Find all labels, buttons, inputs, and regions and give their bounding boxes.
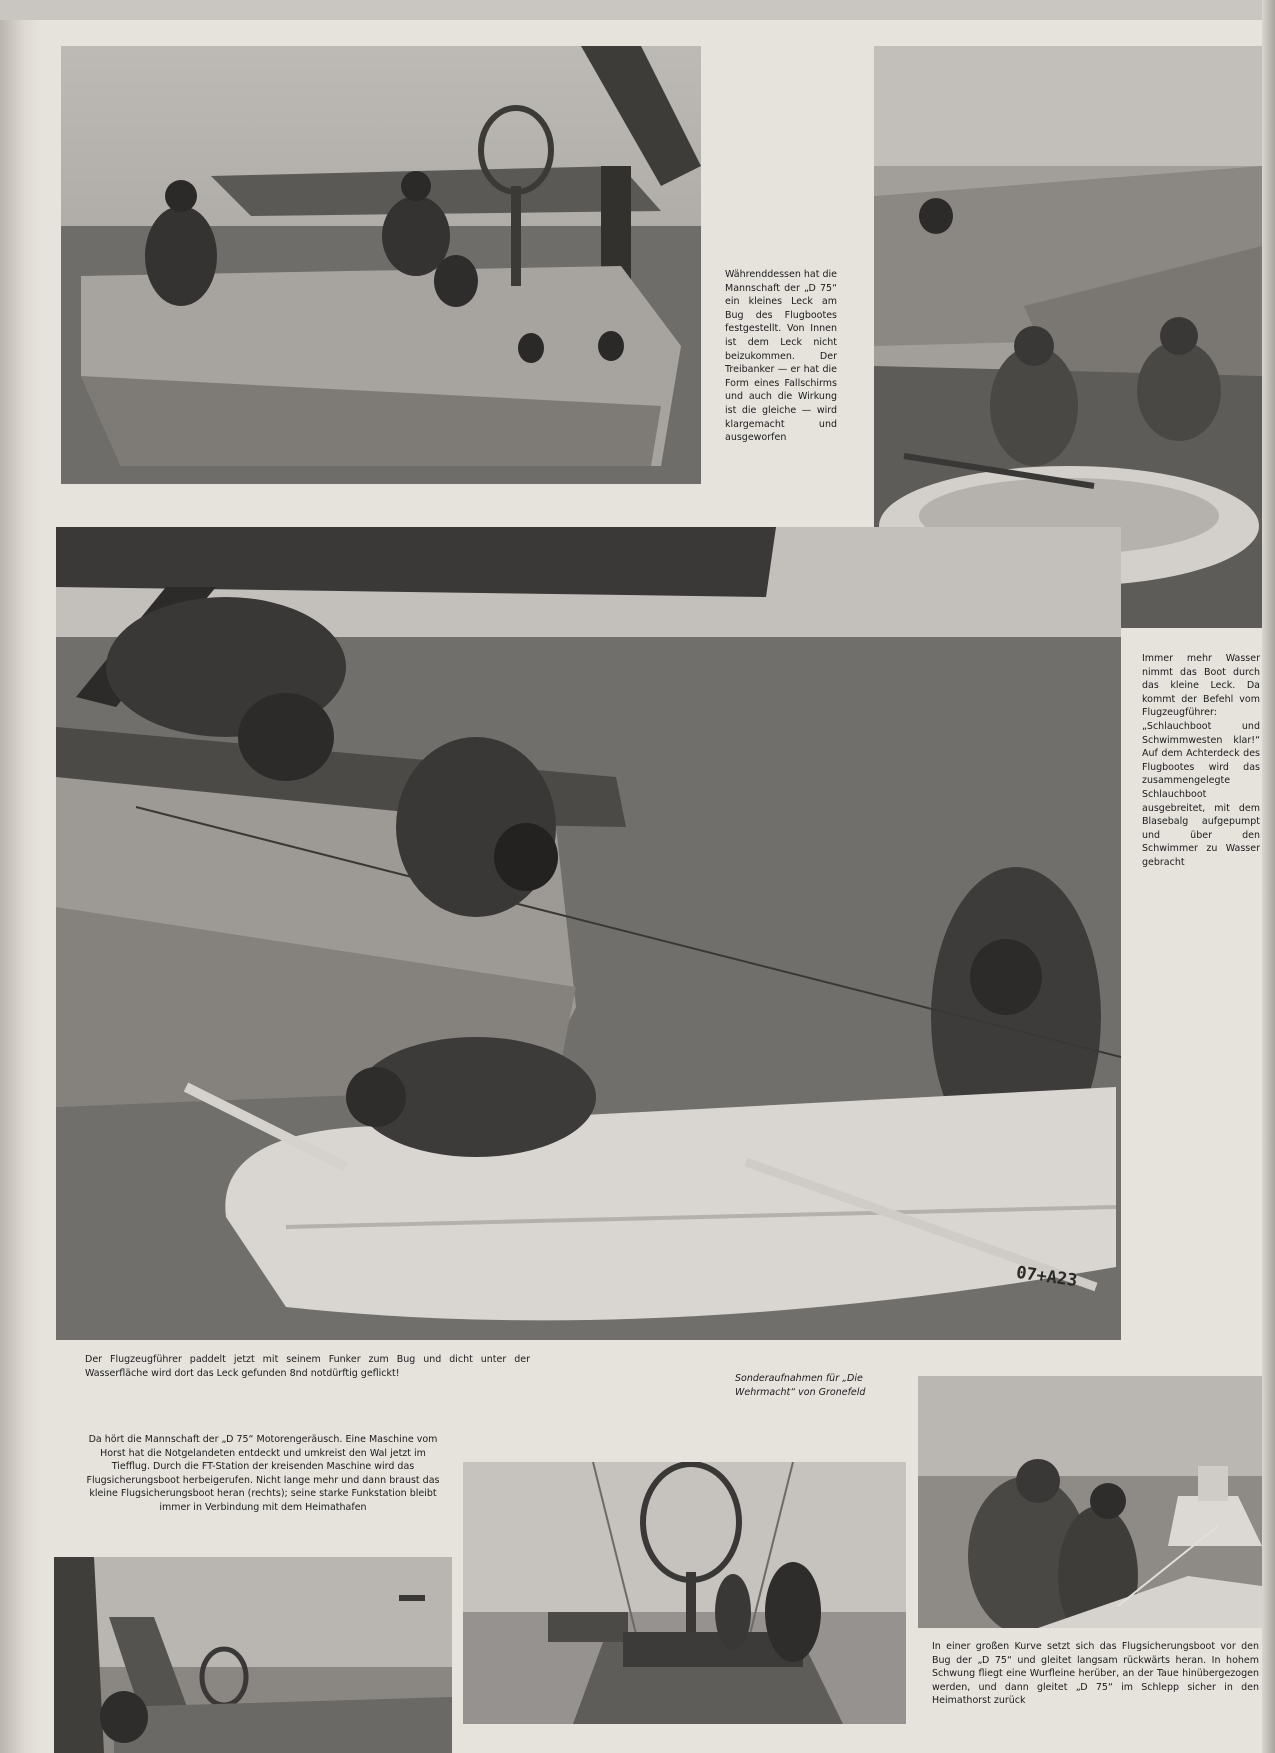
caption-engine: Da hört die Mannschaft der „D 75“ Motorengeräusch. Eine Maschine vom Horst hat die Notgelandeten entdeckt und umkreist den Wal jetzt im Tiefflug. Durch die FT-Station der kreisenden Maschine wird das Flugsicherungsboot herbeigerufen. Nicht lange mehr und dann braust das kleine Flugsicherungsboot heran (rechts); seine starke Funkstation bleibt immer in Verbindung mit dem Heimathafen	[86, 1434, 440, 1513]
photo-crew-on-hull	[61, 46, 701, 484]
boat-marking: 07+A23	[1014, 1262, 1079, 1292]
caption-tow: In einer großen Kurve setzt sich das Flugsicherungsboot vor den Bug der „D 75“ und gleitet langsam rückwärts heran. In hohem Schwung fliegt eine Wurfleine herüber, an der Taue hinübergezogen werden, und dann gleitet „D 75“ im Schlepp sicher in den Heimathorst zurück	[932, 1641, 1259, 1707]
photo-rescue-boat	[463, 1462, 906, 1724]
caption-leak: Währenddessen hat die Mannschaft der „D 75“ ein kleines Leck am Bug des Flugbootes festgestellt. Von Innen ist dem Leck nicht beizukommen. Der Treibanker — er hat die Form eines Fallschirms und auch die Wirkung ist die gleiche — wird klargemacht und ausgeworfen	[725, 269, 837, 444]
photo-leak-repair	[56, 527, 1121, 1340]
caption-pilot: Der Flugzeugführer paddelt jetzt mit seinem Funker zum Bug und dicht unter der Wasserfläche wird dort das Leck gefunden 8nd notdürftig geflickt!	[85, 1354, 530, 1379]
photo-credit: Sonderaufnahmen für „Die Wehrmacht“ von Gronefeld	[735, 1373, 866, 1398]
page-spine	[0, 20, 40, 1753]
photo-circling-plane	[54, 1557, 452, 1753]
page-edge	[1262, 0, 1275, 1753]
caption-water: Immer mehr Wasser nimmt das Boot durch das kleine Leck. Da kommt der Befehl vom Flugzeugführer: „Schlauchboot und Schwimmwesten klar!“ Auf dem Achterdeck des Flugbootes wird das zusammengelegte Schlauchboot ausgebreitet, mit dem Blasebalg aufgepumpt und über den Schwimmer zu Wasser gebracht	[1142, 653, 1260, 868]
photo-towing	[918, 1376, 1262, 1628]
